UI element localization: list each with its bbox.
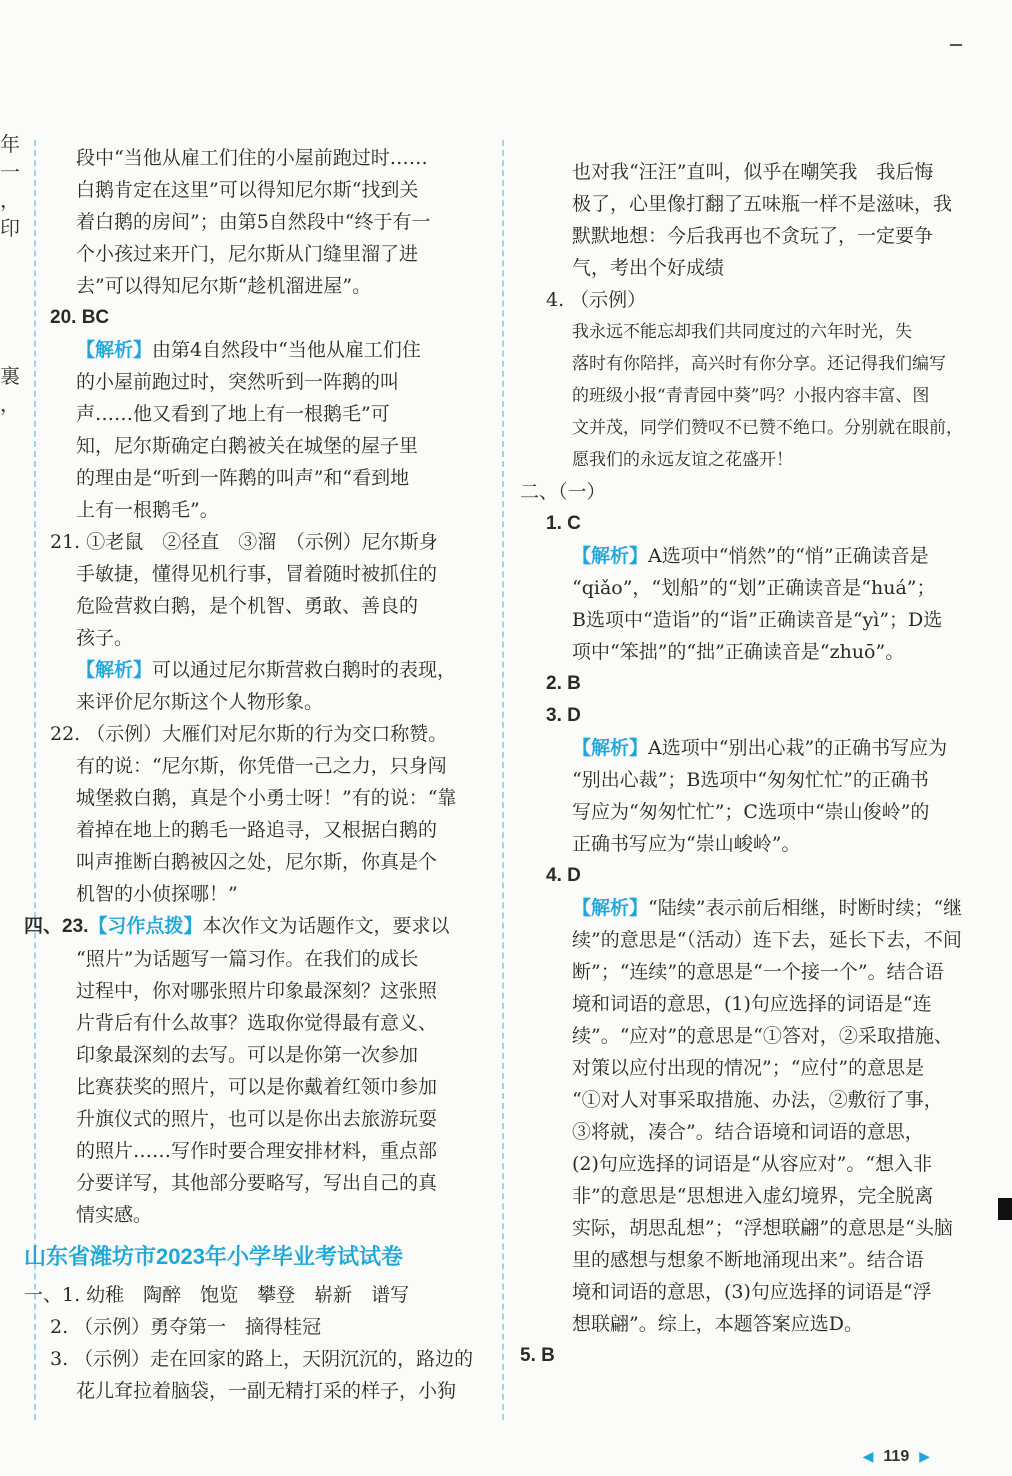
text-line: B选项中“造诣”的“诣”正确读音是“yì”；D选 <box>572 609 943 631</box>
answer-2-1: 1. C <box>546 513 581 534</box>
left-margin-fragments: 年 一 ， 印 裏 ， <box>0 132 20 416</box>
text-line: 手敏捷，懂得见机行事，冒着随时被抓住的 <box>76 563 438 585</box>
answer-22: 22. （示例）大雁们对尼尔斯的行为交口称赞。 <box>50 723 448 745</box>
text-line: “照片”为话题写一篇习作。在我们的成长 <box>76 948 419 970</box>
analysis-2-3: 【解析】A选项中“别出心栽”的正确书写应为 <box>572 737 948 759</box>
text-line: 叫声推断白鹅被囚之处，尼尔斯，你真是个 <box>76 851 438 873</box>
analysis-tag: 【解析】 <box>76 659 153 681</box>
text-line: 上有一根鹅毛”。 <box>76 499 219 521</box>
analysis-21: 【解析】可以通过尼尔斯营救白鹅时的表现， <box>76 659 457 681</box>
answer-4: 4. （示例） <box>546 289 647 311</box>
writing-tip-tag: 【习作点拨】 <box>88 915 203 937</box>
text-line: 文并茂，同学们赞叹不已赞不绝口。分别就在眼前， <box>572 418 963 438</box>
analysis-tag: 【解析】 <box>572 737 649 759</box>
text-line: 境和词语的意思，(3)句应选择的词语是“浮 <box>572 1281 932 1303</box>
answer-1-1: 一、1. 幼稚 陶醉 饱览 攀登 崭新 谱写 <box>24 1284 410 1306</box>
text-line: (2)句应选择的词语是“从容应对”。“想入非 <box>572 1153 933 1175</box>
text-line: 写应为“匆匆忙忙”；C选项中“崇山俊岭”的 <box>572 801 930 823</box>
answer-2-5: 5. B <box>520 1345 555 1366</box>
text-line: 正确书写应为“崇山峻岭”。 <box>572 833 801 855</box>
prev-triangle-icon: ◀ <box>862 1448 874 1464</box>
text-line: 比赛获奖的照片，可以是你戴着红领巾参加 <box>76 1076 438 1098</box>
text-line: 着白鹅的房间”；由第5自然段中“终于有一 <box>76 211 431 233</box>
analysis-2-1: 【解析】A选项中“悄然”的“悄”正确读音是 <box>572 545 929 567</box>
text-line: 知，尼尔斯确定白鹅被关在城堡的屋子里 <box>76 435 419 457</box>
text-line: 的照片……写作时要合理安排材料，重点部 <box>76 1140 438 1162</box>
text-line: “qiǎo”，“划船”的“划”正确读音是“huá”； <box>572 577 936 599</box>
right-column <box>520 156 970 1372</box>
text-line: 印象最深刻的去写。可以是你第一次参加 <box>76 1044 419 1066</box>
text-line: 声……他又看到了地上有一根鹅毛”可 <box>76 403 390 425</box>
text-line: 项中“笨拙”的“拙”正确读音是“zhuō”。 <box>572 641 905 663</box>
text-line: 落时有你陪拌，高兴时有你分享。还记得我们编写 <box>572 354 946 374</box>
text-line: 断”；“连续”的意思是“一个接一个”。结合语 <box>572 961 944 983</box>
text-line: 的小屋前跑过时，突然听到一阵鹅的叫 <box>76 371 400 393</box>
text-line: 来评价尼尔斯这个人物形象。 <box>76 691 324 713</box>
text-line: 危险营救白鹅，是个机智、勇敢、善良的 <box>76 595 419 617</box>
edge-tab-mark <box>998 1198 1012 1220</box>
left-column <box>24 142 484 1407</box>
text-line: 境和词语的意思，(1)句应选择的词语是“连 <box>572 993 932 1015</box>
text-line: 段中“当他从雇工们住的小屋前跑过时…… <box>76 147 428 169</box>
analysis-2-4: 【解析】“陆续”表示前后相继，时断时续；“继 <box>572 897 963 919</box>
page-number: ◀ 119 ▶ <box>853 1448 940 1466</box>
answer-2-2: 2. B <box>546 673 581 694</box>
text-line: 非”的意思是“思想进入虚幻境界，完全脱离 <box>572 1185 934 1207</box>
text-line: 气，考出个好成绩 <box>572 257 725 279</box>
text-line: 默默地想：今后我再也不贪玩了，一定要争 <box>572 225 934 247</box>
answer-2-4: 4. D <box>546 865 581 886</box>
answer-20: 20. BC <box>50 307 110 328</box>
text-line: 孩子。 <box>76 627 134 649</box>
center-dashed-divider <box>502 140 504 1420</box>
text-line: 去”可以得知尼尔斯“趁机溜进屋”。 <box>76 275 372 297</box>
text-line: 的理由是“听到一阵鹅的叫声”和“看到地 <box>76 467 410 489</box>
answer-21: 21. ①老鼠 ②径直 ③溜 （示例）尼尔斯身 <box>50 531 438 553</box>
text-line: 机智的小侦探哪！” <box>76 883 238 905</box>
text-line: 白鹅肯定在这里”可以得知尼尔斯“找到关 <box>76 179 419 201</box>
answer-1-2: 2. （示例）勇夺第一 摘得桂冠 <box>50 1316 322 1338</box>
analysis-tag: 【解析】 <box>572 545 649 567</box>
answer-1-3: 3. （示例）走在回家的路上，天阴沉沉的，路边的 <box>50 1348 474 1370</box>
section-2-heading: 二、（一） <box>520 481 606 503</box>
text-line: 过程中，你对哪张照片印象最深刻？这张照 <box>76 980 438 1002</box>
text-line: 的班级小报“青青园中葵”吗？小报内容丰富、图 <box>572 386 930 406</box>
text-line: “①对人对事采取措施、办法，②敷衍了事， <box>572 1089 943 1111</box>
analysis-20: 【解析】由第4自然段中“当他从雇工们住 <box>76 339 421 361</box>
text-line: 片背后有什么故事？选取你觉得最有意义、 <box>76 1012 438 1034</box>
text-line: “别出心裁”；B选项中“匆匆忙忙”的正确书 <box>572 769 929 791</box>
text-line: 分要详写，其他部分要略写，写出自己的真 <box>76 1172 438 1194</box>
text-line: 花儿耷拉着脑袋，一副无精打采的样子，小狗 <box>76 1380 457 1402</box>
text-line: 着掉在地上的鹅毛一路追寻，又根据白鹅的 <box>76 819 438 841</box>
text-line: 有的说：“尼尔斯，你凭借一己之力，只身闯 <box>76 755 447 777</box>
text-line: 也对我“汪汪”直叫，似乎在嘲笑我 我后悔 <box>572 161 934 183</box>
text-line: 城堡救白鹅，真是个小勇士呀！”有的说：“靠 <box>76 787 457 809</box>
text-line: 想联翩”。综上，本题答案应选D。 <box>572 1313 863 1335</box>
text-line: 续”。“应对”的意思是“①答对，②采取措施、 <box>572 1025 953 1047</box>
corner-mark <box>950 44 962 46</box>
answer-2-3: 3. D <box>546 705 581 726</box>
analysis-tag: 【解析】 <box>76 339 153 361</box>
analysis-tag: 【解析】 <box>572 897 649 919</box>
text-line: 升旗仪式的照片，也可以是你出去旅游玩耍 <box>76 1108 438 1130</box>
text-line: 续”的意思是“（活动）连下去，延长下去，不间 <box>572 929 962 951</box>
text-line: 里的感想与想象不断地涌现出来”。结合语 <box>572 1249 924 1271</box>
text-line: 对策以应付出现的情况”；“应付”的意思是 <box>572 1057 925 1079</box>
text-line: 愿我们的永远友谊之花盛开！ <box>572 450 793 470</box>
exam-section-title: 山东省潍坊市2023年小学毕业考试试卷 <box>24 1244 403 1269</box>
answer-23: 四、23.【习作点拨】本次作文为话题作文，要求以 <box>24 915 450 937</box>
text-line: 极了，心里像打翻了五味瓶一样不是滋味，我 <box>572 193 953 215</box>
text-line: ③将就，凑合”。结合语境和词语的意思， <box>572 1121 924 1143</box>
text-line: 实际，胡思乱想”；“浮想联翩”的意思是“头脑 <box>572 1217 953 1239</box>
text-line: 个小孩过来开门，尼尔斯从门缝里溜了进 <box>76 243 419 265</box>
text-line: 我永远不能忘却我们共同度过的六年时光，失 <box>572 322 912 342</box>
text-line: 情实感。 <box>76 1204 153 1226</box>
next-triangle-icon: ▶ <box>919 1448 930 1464</box>
